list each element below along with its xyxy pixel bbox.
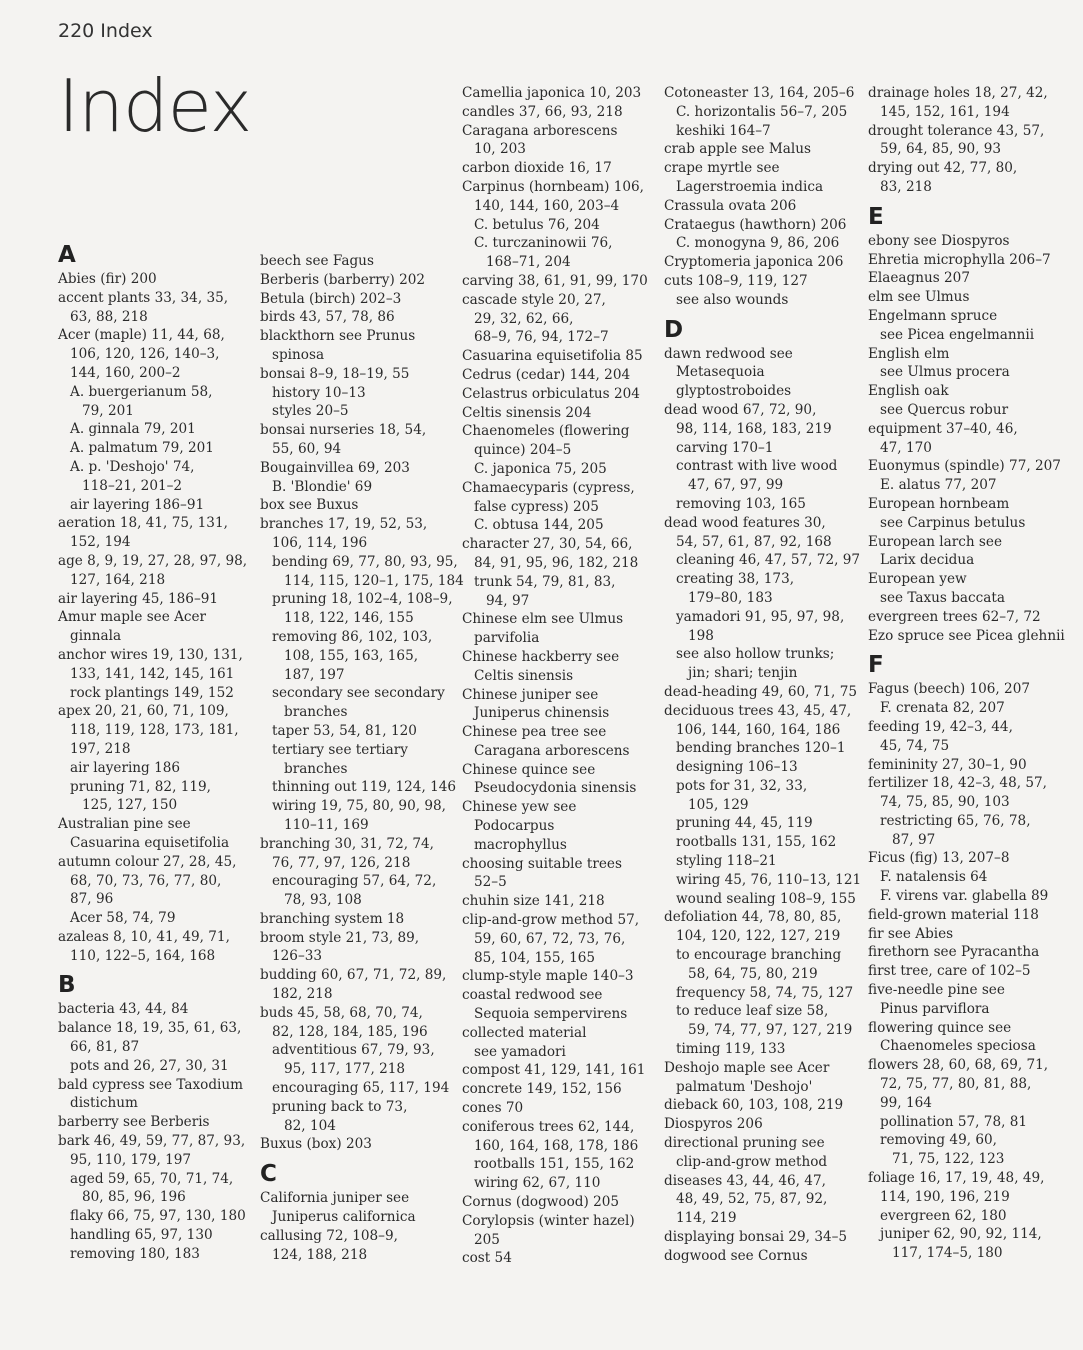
index-entry: buds 45, 58, 68, 70, 74, bbox=[260, 1004, 423, 1021]
index-subentry: pruning 44, 45, 119 bbox=[676, 815, 813, 832]
index-entry: Diospyros 206 bbox=[664, 1116, 763, 1133]
index-subentry: 84, 91, 95, 96, 182, 218 bbox=[474, 554, 639, 571]
index-subentry: taper 53, 54, 81, 120 bbox=[272, 722, 417, 739]
running-head: 220 Index bbox=[58, 20, 153, 42]
index-entry: bonsai nurseries 18, 54, bbox=[260, 422, 427, 439]
index-entry: Celastrus orbiculatus 204 bbox=[462, 385, 640, 402]
index-subentry: 80, 85, 96, 196 bbox=[82, 1189, 186, 1206]
index-subentry: see Picea engelmannii bbox=[880, 326, 1035, 343]
index-entry: deciduous trees 43, 45, 47, bbox=[664, 702, 852, 719]
index-entry: carbon dioxide 16, 17 bbox=[462, 160, 612, 177]
index-entry: bald cypress see Taxodium bbox=[58, 1076, 244, 1093]
index-subentry: 47, 67, 97, 99 bbox=[688, 477, 784, 494]
index-entry: azaleas 8, 10, 41, 49, 71, bbox=[58, 928, 230, 945]
index-entry: aeration 18, 41, 75, 131, bbox=[58, 515, 228, 532]
index-subentry: C. obtusa 144, 205 bbox=[474, 517, 604, 534]
index-subentry: adventitious 67, 79, 93, bbox=[272, 1042, 435, 1059]
index-entry: chuhin size 141, 218 bbox=[462, 893, 605, 910]
index-entry: firethorn see Pyracantha bbox=[868, 944, 1040, 961]
index-subentry: aged 59, 65, 70, 71, 74, bbox=[70, 1170, 234, 1187]
index-subentry: history 10–13 bbox=[272, 384, 366, 401]
index-subentry: flaky 66, 75, 97, 130, 180 bbox=[70, 1208, 246, 1225]
index-subentry: encouraging 65, 117, 194 bbox=[272, 1080, 450, 1097]
index-subentry: wound sealing 108–9, 155 bbox=[676, 890, 856, 907]
index-subentry: air layering 186 bbox=[70, 759, 181, 776]
index-subentry: A. ginnala 79, 201 bbox=[70, 421, 196, 438]
index-entry: apex 20, 21, 60, 71, 109, bbox=[58, 703, 229, 720]
index-subentry: wiring 19, 75, 80, 90, 98, bbox=[272, 798, 446, 815]
index-subentry: 59, 60, 67, 72, 73, 76, bbox=[474, 930, 626, 947]
index-entry: English oak bbox=[868, 383, 949, 400]
index-subentry: 114, 115, 120–1, 175, 184 bbox=[284, 572, 464, 589]
index-subentry: encouraging 57, 64, 72, bbox=[272, 873, 437, 890]
index-entry: Cotoneaster 13, 164, 205–6 bbox=[664, 85, 855, 101]
index-subentry: Juniperus chinensis bbox=[474, 705, 610, 722]
index-subentry: 52–5 bbox=[474, 874, 507, 891]
index-subentry: bending 69, 77, 80, 93, 95, bbox=[272, 553, 458, 570]
index-subentry: trunk 54, 79, 81, 83, bbox=[474, 573, 616, 590]
index-subentry: 59, 74, 77, 97, 127, 219 bbox=[688, 1022, 853, 1039]
index-subentry: 160, 164, 168, 178, 186 bbox=[474, 1137, 639, 1154]
index-entry: Chinese pea tree see bbox=[462, 724, 607, 741]
index-subentry: 179–80, 183 bbox=[688, 589, 773, 606]
index-subentry: 125, 127, 150 bbox=[82, 797, 178, 814]
index-subentry: Caragana arborescens bbox=[474, 742, 630, 759]
index-entry: Chaenomeles (flowering bbox=[462, 423, 630, 440]
index-subentry: 63, 88, 218 bbox=[70, 308, 148, 325]
index-subentry: removing 86, 102, 103, bbox=[272, 628, 433, 645]
page-title: Index bbox=[58, 64, 252, 148]
index-subentry: Lagerstroemia indica bbox=[676, 178, 824, 195]
index-subentry: 48, 49, 52, 75, 87, 92, bbox=[676, 1191, 828, 1208]
index-subentry: 198 bbox=[688, 627, 714, 644]
index-entry: Fagus (beech) 106, 207 bbox=[868, 681, 1030, 698]
index-subentry: 76, 77, 97, 126, 218 bbox=[272, 854, 411, 871]
index-entry: dead wood features 30, bbox=[664, 514, 826, 531]
index-subentry: 106, 114, 196 bbox=[272, 534, 368, 551]
index-entry: flowering quince see bbox=[868, 1019, 1012, 1036]
index-subentry: carving 170–1 bbox=[676, 439, 774, 456]
index-entry: Crassula ovata 206 bbox=[664, 197, 797, 214]
index-subentry: 74, 75, 85, 90, 103 bbox=[880, 794, 1010, 811]
index-entry: dieback 60, 103, 108, 219 bbox=[664, 1097, 844, 1114]
index-subentry: parvifolia bbox=[474, 630, 540, 647]
index-subentry: A. palmatum 79, 201 bbox=[70, 440, 214, 457]
index-subentry: 140, 144, 160, 203–4 bbox=[474, 197, 620, 214]
index-entry: Chamaecyparis (cypress, bbox=[462, 479, 635, 496]
index-subentry: 110, 122–5, 164, 168 bbox=[70, 947, 216, 964]
index-subentry: 168–71, 204 bbox=[486, 254, 571, 271]
index-subentry: 47, 170 bbox=[880, 439, 932, 456]
section-letter: F bbox=[868, 652, 884, 679]
index-entry: cones 70 bbox=[462, 1100, 524, 1117]
index-subentry: 187, 197 bbox=[284, 666, 345, 683]
index-subentry: 104, 120, 122, 127, 219 bbox=[676, 928, 841, 945]
index-entry: Celtis sinensis 204 bbox=[462, 404, 592, 421]
index-entry: ebony see Diospyros bbox=[868, 232, 1010, 249]
index-subentry: 59, 64, 85, 90, 93 bbox=[880, 141, 1002, 158]
index-entry: balance 18, 19, 35, 61, 63, bbox=[58, 1020, 242, 1037]
index-subentry: 87, 96 bbox=[70, 891, 114, 908]
index-entry: Camellia japonica 10, 203 bbox=[462, 85, 642, 101]
index-entry: clip-and-grow method 57, bbox=[462, 912, 640, 929]
index-entry: California juniper see bbox=[260, 1190, 410, 1207]
index-subentry: quince) 204–5 bbox=[474, 442, 572, 459]
index-subentry: 71, 75, 122, 123 bbox=[892, 1151, 1005, 1168]
index-entry: Berberis (barberry) 202 bbox=[260, 271, 426, 288]
index-entry: bonsai 8–9, 18–19, 55 bbox=[260, 365, 410, 382]
index-subentry: contrast with live wood bbox=[676, 458, 838, 475]
index-entry: Caragana arborescens bbox=[462, 122, 618, 139]
index-entry: drought tolerance 43, 57, bbox=[868, 122, 1045, 139]
index-entry: flowers 28, 60, 68, 69, 71, bbox=[868, 1057, 1049, 1074]
index-subentry: C. betulus 76, 204 bbox=[474, 216, 600, 233]
index-entry: age 8, 9, 19, 27, 28, 97, 98, bbox=[58, 552, 248, 569]
index-subentry: tertiary see tertiary bbox=[272, 741, 408, 758]
index-subentry: styles 20–5 bbox=[272, 403, 349, 420]
index-entry: Engelmann spruce bbox=[868, 307, 998, 324]
index-entry: Chinese hackberry see bbox=[462, 648, 620, 665]
index-entry: equipment 37–40, 46, bbox=[868, 420, 1018, 437]
index-entry: choosing suitable trees bbox=[462, 855, 622, 872]
index-subentry: 79, 201 bbox=[82, 402, 134, 419]
index-entry: Betula (birch) 202–3 bbox=[260, 290, 402, 307]
index-subentry: evergreen 62, 180 bbox=[880, 1207, 1007, 1224]
index-subentry: see yamadori bbox=[474, 1043, 566, 1060]
index-entry: clump-style maple 140–3 bbox=[462, 968, 634, 985]
index-entry: fir see Abies bbox=[868, 925, 954, 942]
index-subentry: keshiki 164–7 bbox=[676, 122, 771, 139]
index-subentry: 108, 155, 163, 165, bbox=[284, 647, 419, 664]
index-subentry: 133, 141, 142, 145, 161 bbox=[70, 665, 235, 682]
index-subentry: macrophyllus bbox=[474, 836, 567, 853]
index-entry: candles 37, 66, 93, 218 bbox=[462, 103, 623, 120]
index-subentry: 126–33 bbox=[272, 948, 323, 965]
index-entry: Chinese quince see bbox=[462, 761, 596, 778]
index-entry: autumn colour 27, 28, 45, bbox=[58, 853, 237, 870]
index-subentry: removing 180, 183 bbox=[70, 1245, 200, 1262]
index-subentry: creating 38, 173, bbox=[676, 571, 795, 588]
index-subentry: styling 118–21 bbox=[676, 853, 777, 870]
index-subentry: glyptostroboides bbox=[676, 383, 792, 400]
index-entry: field-grown material 118 bbox=[868, 906, 1039, 923]
index-subentry: distichum bbox=[70, 1095, 138, 1112]
index-entry: air layering 45, 186–91 bbox=[58, 590, 219, 607]
index-subentry: 99, 164 bbox=[880, 1094, 932, 1111]
index-subentry: 82, 128, 184, 185, 196 bbox=[272, 1023, 428, 1040]
index-subentry: 106, 120, 126, 140–3, bbox=[70, 346, 220, 363]
index-subentry: 58, 64, 75, 80, 219 bbox=[688, 965, 818, 982]
index-entry: Crataegus (hawthorn) 206 bbox=[664, 216, 847, 233]
index-subentry: A. p. 'Deshojo' 74, bbox=[70, 458, 195, 475]
index-subentry: 10, 203 bbox=[474, 141, 526, 158]
index-subentry: 87, 97 bbox=[892, 831, 936, 848]
index-subentry: A. buergerianum 58, bbox=[70, 383, 213, 400]
index-entry: Bougainvillea 69, 203 bbox=[260, 459, 410, 476]
index-subentry: see Taxus baccata bbox=[880, 589, 1005, 606]
index-entry: displaying bonsai 29, 34–5 bbox=[664, 1229, 848, 1246]
index-subentry: F. virens var. glabella 89 bbox=[880, 888, 1049, 905]
index-entry: concrete 149, 152, 156 bbox=[462, 1081, 622, 1098]
index-subentry: juniper 62, 90, 92, 114, bbox=[880, 1226, 1042, 1243]
index-entry: Ezo spruce see Picea glehnii bbox=[868, 627, 1065, 644]
index-subentry: 83, 218 bbox=[880, 178, 932, 195]
index-entry: Buxus (box) 203 bbox=[260, 1136, 372, 1153]
index-entry: defoliation 44, 78, 80, 85, bbox=[664, 909, 842, 926]
index-entry: Carpinus (hornbeam) 106, bbox=[462, 178, 644, 195]
index-subentry: 54, 57, 61, 87, 92, 168 bbox=[676, 533, 832, 550]
index-entry: five-needle pine see bbox=[868, 982, 1005, 999]
index-subentry: 118, 119, 128, 173, 181, bbox=[70, 722, 239, 739]
index-entry: dead-heading 49, 60, 71, 75 bbox=[664, 683, 857, 700]
index-entry: Abies (fir) 200 bbox=[58, 271, 157, 287]
index-entry: crape myrtle see bbox=[664, 160, 780, 177]
index-entry: European larch see bbox=[868, 533, 1002, 550]
index-entry: character 27, 30, 54, 66, bbox=[462, 536, 633, 553]
index-entry: cuts 108–9, 119, 127 bbox=[664, 272, 808, 289]
index-entry: callusing 72, 108–9, bbox=[260, 1227, 398, 1244]
index-entry: blackthorn see Prunus bbox=[260, 328, 416, 345]
index-subentry: 68, 70, 73, 76, 77, 80, bbox=[70, 872, 222, 889]
index-subentry: 95, 110, 179, 197 bbox=[70, 1151, 192, 1168]
index-entry: Casuarina equisetifolia 85 bbox=[462, 348, 643, 365]
index-entry: dawn redwood see bbox=[664, 345, 793, 362]
index-entry: drying out 42, 77, 80, bbox=[868, 160, 1018, 177]
index-subentry: to encourage branching bbox=[676, 947, 842, 964]
index-subentry: C. japonica 75, 205 bbox=[474, 460, 607, 477]
index-subentry: wiring 62, 67, 110 bbox=[474, 1175, 601, 1192]
index-subentry: 117, 174–5, 180 bbox=[892, 1245, 1003, 1262]
index-entry: dogwood see Cornus bbox=[664, 1247, 808, 1264]
index-subentry: Pinus parviflora bbox=[880, 1000, 990, 1017]
index-subentry: 118, 122, 146, 155 bbox=[284, 610, 414, 627]
index-subentry: E. alatus 77, 207 bbox=[880, 477, 997, 494]
index-subentry: secondary see secondary bbox=[272, 685, 445, 702]
index-subentry: ginnala bbox=[70, 628, 122, 645]
index-subentry: see also hollow trunks; bbox=[676, 646, 835, 663]
index-entry: first tree, care of 102–5 bbox=[868, 963, 1031, 980]
index-subentry: spinosa bbox=[272, 346, 325, 363]
section-letter: E bbox=[868, 203, 884, 230]
index-subentry: removing 49, 60, bbox=[880, 1132, 997, 1149]
index-entry: Cornus (dogwood) 205 bbox=[462, 1194, 620, 1211]
index-subentry: 144, 160, 200–2 bbox=[70, 364, 181, 381]
index-entry: beech see Fagus bbox=[260, 253, 374, 269]
index-subentry: 82, 104 bbox=[284, 1117, 336, 1134]
index-column-4 bbox=[664, 84, 860, 1266]
index-entry: Corylopsis (winter hazel) bbox=[462, 1212, 635, 1229]
index-column-1 bbox=[58, 242, 254, 1264]
index-entry: evergreen trees 62–7, 72 bbox=[868, 608, 1041, 625]
index-subentry: 152, 194 bbox=[70, 534, 131, 551]
index-subentry: Podocarpus bbox=[474, 818, 555, 835]
index-subentry: see Carpinus betulus bbox=[880, 514, 1026, 531]
index-entry: elm see Ulmus bbox=[868, 289, 970, 306]
index-entry: coastal redwood see bbox=[462, 987, 603, 1004]
index-subentry: 110–11, 169 bbox=[284, 816, 369, 833]
index-subentry: 85, 104, 155, 165 bbox=[474, 949, 596, 966]
index-subentry: bending branches 120–1 bbox=[676, 740, 846, 757]
index-subentry: Celtis sinensis bbox=[474, 667, 574, 684]
index-subentry: thinning out 119, 124, 146 bbox=[272, 779, 457, 796]
index-entry: broom style 21, 73, 89, bbox=[260, 929, 420, 946]
index-entry: Elaeagnus 207 bbox=[868, 270, 970, 287]
index-subentry: Metasequoia bbox=[676, 364, 765, 381]
index-subentry: see Ulmus procera bbox=[880, 364, 1010, 381]
index-subentry: 66, 81, 87 bbox=[70, 1039, 140, 1056]
index-entry: branching system 18 bbox=[260, 910, 405, 927]
index-subentry: palmatum 'Deshojo' bbox=[676, 1078, 813, 1095]
index-subentry: 29, 32, 62, 66, bbox=[474, 310, 574, 327]
index-entry: Acer (maple) 11, 44, 68, bbox=[58, 327, 225, 344]
index-entry: fertilizer 18, 42–3, 48, 57, bbox=[868, 775, 1047, 792]
index-entry: coniferous trees 62, 144, bbox=[462, 1118, 635, 1135]
index-entry: feeding 19, 42–3, 44, bbox=[868, 718, 1013, 735]
index-subentry: 95, 117, 177, 218 bbox=[284, 1061, 406, 1078]
index-entry: European hornbeam bbox=[868, 495, 1010, 512]
index-column-3 bbox=[462, 84, 658, 1268]
index-subentry: Casuarina equisetifolia bbox=[70, 834, 230, 851]
index-entry: Australian pine see bbox=[58, 816, 191, 833]
index-entry: Cryptomeria japonica 206 bbox=[664, 254, 844, 271]
index-subentry: 114, 219 bbox=[676, 1210, 737, 1227]
index-subentry: Pseudocydonia sinensis bbox=[474, 780, 637, 797]
index-subentry: rootballs 131, 155, 162 bbox=[676, 834, 837, 851]
index-entry: cascade style 20, 27, bbox=[462, 291, 606, 308]
section-letter: A bbox=[58, 242, 76, 268]
index-subentry: pots for 31, 32, 33, bbox=[676, 777, 808, 794]
index-entry: crab apple see Malus bbox=[664, 141, 811, 158]
index-subentry: C. horizontalis 56–7, 205 bbox=[676, 103, 848, 120]
index-subentry: false cypress) 205 bbox=[474, 498, 599, 515]
index-subentry: 118–21, 201–2 bbox=[82, 477, 183, 494]
index-entry: box see Buxus bbox=[260, 497, 359, 514]
index-entry: bacteria 43, 44, 84 bbox=[58, 1001, 189, 1018]
index-column-5 bbox=[868, 84, 1064, 1263]
index-subentry: 182, 218 bbox=[272, 986, 333, 1003]
index-subentry: B. 'Blondie' 69 bbox=[272, 478, 373, 495]
index-entry: branches 17, 19, 52, 53, bbox=[260, 516, 428, 533]
index-subentry: frequency 58, 74, 75, 127 bbox=[676, 984, 854, 1001]
index-subentry: designing 106–13 bbox=[676, 759, 798, 776]
index-subentry: pots and 26, 27, 30, 31 bbox=[70, 1057, 229, 1074]
index-subentry: 145, 152, 161, 194 bbox=[880, 103, 1010, 120]
index-entry: foliage 16, 17, 19, 48, 49, bbox=[868, 1170, 1045, 1187]
index-entry: Ehretia microphylla 206–7 bbox=[868, 251, 1051, 268]
index-entry: diseases 43, 44, 46, 47, bbox=[664, 1172, 826, 1189]
index-entry: bark 46, 49, 59, 77, 87, 93, bbox=[58, 1133, 246, 1150]
index-entry: Deshojo maple see Acer bbox=[664, 1059, 830, 1076]
index-subentry: branches bbox=[284, 760, 348, 777]
index-subentry: 45, 74, 75 bbox=[880, 737, 950, 754]
index-subentry: pruning 18, 102–4, 108–9, bbox=[272, 591, 453, 608]
index-column-2 bbox=[260, 252, 464, 1264]
index-subentry: yamadori 91, 95, 97, 98, bbox=[676, 608, 845, 625]
index-entry: accent plants 33, 34, 35, bbox=[58, 289, 229, 306]
index-entry: Chinese elm see Ulmus bbox=[462, 611, 624, 628]
index-subentry: cleaning 46, 47, 57, 72, 97 bbox=[676, 552, 861, 569]
index-entry: English elm bbox=[868, 345, 950, 362]
index-subentry: Juniperus californica bbox=[272, 1209, 416, 1226]
index-subentry: clip-and-grow method bbox=[676, 1153, 828, 1170]
index-entry: collected material bbox=[462, 1024, 587, 1041]
index-subentry: 127, 164, 218 bbox=[70, 571, 166, 588]
index-entry: Chinese juniper see bbox=[462, 686, 599, 703]
index-subentry: branches bbox=[284, 704, 348, 721]
index-entry: drainage holes 18, 27, 42, bbox=[868, 85, 1048, 101]
index-subentry: pruning back to 73, bbox=[272, 1098, 408, 1115]
index-subentry: 197, 218 bbox=[70, 740, 131, 757]
index-entry: anchor wires 19, 130, 131, bbox=[58, 646, 243, 663]
index-entry: dead wood 67, 72, 90, bbox=[664, 401, 817, 418]
index-subentry: removing 103, 165 bbox=[676, 495, 806, 512]
index-subentry: Larix decidua bbox=[880, 552, 975, 569]
section-letter: D bbox=[664, 316, 684, 343]
index-subentry: 105, 129 bbox=[688, 796, 749, 813]
index-entry: Cedrus (cedar) 144, 204 bbox=[462, 366, 631, 383]
index-subentry: pruning 71, 82, 119, bbox=[70, 778, 211, 795]
index-entry: femininity 27, 30–1, 90 bbox=[868, 756, 1027, 773]
index-subentry: C. turczaninowii 76, bbox=[474, 235, 613, 252]
index-entry: Chinese yew see bbox=[462, 799, 577, 816]
index-subentry: rock plantings 149, 152 bbox=[70, 684, 234, 701]
section-letter: C bbox=[260, 1161, 277, 1188]
index-subentry: Chaenomeles speciosa bbox=[880, 1038, 1036, 1055]
index-subentry: 72, 75, 77, 80, 81, 88, bbox=[880, 1076, 1032, 1093]
index-subentry: 205 bbox=[474, 1231, 500, 1248]
index-subentry: C. monogyna 9, 86, 206 bbox=[676, 235, 840, 252]
index-subentry: 114, 190, 196, 219 bbox=[880, 1188, 1010, 1205]
index-subentry: air layering 186–91 bbox=[70, 496, 205, 513]
index-subentry: pollination 57, 78, 81 bbox=[880, 1113, 1028, 1130]
index-subentry: 106, 144, 160, 164, 186 bbox=[676, 721, 841, 738]
index-entry: branching 30, 31, 72, 74, bbox=[260, 835, 434, 852]
index-subentry: 98, 114, 168, 183, 219 bbox=[676, 420, 832, 437]
index-entry: birds 43, 57, 78, 86 bbox=[260, 309, 395, 326]
index-entry: Euonymus (spindle) 77, 207 bbox=[868, 458, 1061, 475]
index-entry: European yew bbox=[868, 571, 967, 588]
index-subentry: Sequoia sempervirens bbox=[474, 1006, 628, 1023]
index-subentry: wiring 45, 76, 110–13, 121 bbox=[676, 871, 862, 888]
index-subentry: 55, 60, 94 bbox=[272, 440, 342, 457]
index-subentry: rootballs 151, 155, 162 bbox=[474, 1156, 635, 1173]
section-letter: B bbox=[58, 972, 76, 999]
index-subentry: 78, 93, 108 bbox=[284, 892, 362, 909]
index-subentry: F. natalensis 64 bbox=[880, 869, 988, 886]
index-subentry: 68–9, 76, 94, 172–7 bbox=[474, 329, 609, 346]
index-subentry: handling 65, 97, 130 bbox=[70, 1227, 213, 1244]
index-subentry: Acer 58, 74, 79 bbox=[70, 910, 176, 927]
index-subentry: 124, 188, 218 bbox=[272, 1246, 368, 1263]
index-entry: Ficus (fig) 13, 207–8 bbox=[868, 850, 1010, 867]
index-entry: barberry see Berberis bbox=[58, 1114, 210, 1131]
index-entry: carving 38, 61, 91, 99, 170 bbox=[462, 272, 648, 289]
index-subentry: to reduce leaf size 58, bbox=[676, 1003, 829, 1020]
index-entry: Amur maple see Acer bbox=[58, 609, 207, 626]
index-subentry: restricting 65, 76, 78, bbox=[880, 812, 1031, 829]
index-subentry: jin; shari; tenjin bbox=[688, 665, 798, 682]
index-entry: budding 60, 67, 71, 72, 89, bbox=[260, 967, 447, 984]
index-subentry: F. crenata 82, 207 bbox=[880, 700, 1005, 717]
index-subentry: 94, 97 bbox=[486, 592, 530, 609]
index-entry: cost 54 bbox=[462, 1250, 512, 1267]
index-entry: directional pruning see bbox=[664, 1135, 825, 1152]
index-entry: compost 41, 129, 141, 161 bbox=[462, 1062, 646, 1079]
index-subentry: see also wounds bbox=[676, 291, 789, 308]
index-subentry: timing 119, 133 bbox=[676, 1041, 786, 1058]
index-subentry: see Quercus robur bbox=[880, 401, 1009, 418]
